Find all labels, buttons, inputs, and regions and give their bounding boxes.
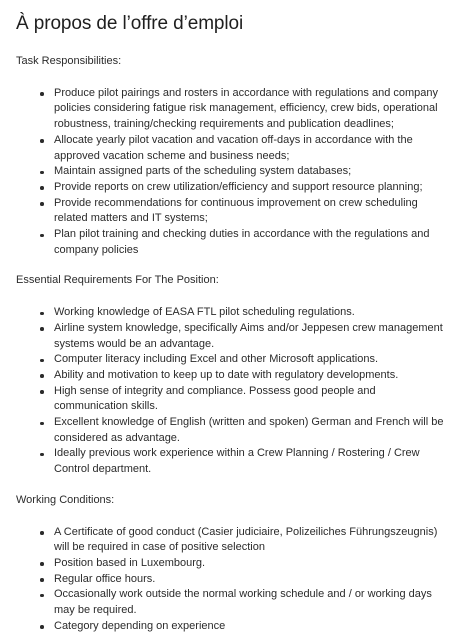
list-item: Position based in Luxembourg. xyxy=(38,556,445,572)
bullet-list xyxy=(16,525,445,635)
list-item: Provide recommendations for continuous improvement on crew scheduling related matters and IT systems; xyxy=(38,196,445,227)
section-heading: Essential Requirements For The Position: xyxy=(16,274,219,287)
list-item: Occasionally work outside the normal working schedule and / or working days may be required. xyxy=(38,587,445,618)
list-item: Category depending on experience xyxy=(38,619,445,635)
list-item: Provide reports on crew utilization/efficiency and support resource planning; xyxy=(38,180,445,196)
bullet-list xyxy=(16,86,445,259)
list-item: A Certificate of good conduct (Casier judiciaire, Polizeiliches Führungszeugnis) will be required in case of positive selection xyxy=(38,525,445,556)
section-task-responsibilities xyxy=(16,54,445,258)
section-working-conditions xyxy=(16,493,445,635)
list-item: Computer literacy including Excel and other Microsoft applications. xyxy=(38,352,445,368)
list-item: Ideally previous work experience within a Crew Planning / Rostering / Crew Control department. xyxy=(38,446,445,477)
list-item: Maintain assigned parts of the scheduling system databases; xyxy=(38,164,445,180)
section-heading: Task Responsibilities: xyxy=(16,55,122,67)
list-item: Working knowledge of EASA FTL pilot scheduling regulations. xyxy=(38,305,445,321)
list-item: Plan pilot training and checking duties in accordance with the regulations and company policies xyxy=(38,227,445,258)
bullet-list xyxy=(16,305,445,478)
list-item: Regular office hours. xyxy=(38,572,445,588)
section-essential-requirements xyxy=(16,273,445,477)
list-item: Allocate yearly pilot vacation and vacation off-days in accordance with the approved vacation scheme and business needs; xyxy=(38,133,445,164)
list-item: Produce pilot pairings and rosters in accordance with regulations and company policies considering fatigue risk management, efficiency, crew bids, operational robustness, training/checking requirements and publication deadlines; xyxy=(38,86,445,133)
list-item: Airline system knowledge, specifically Aims and/or Jeppesen crew management systems would be an advantage. xyxy=(38,321,445,352)
list-item: Ability and motivation to keep up to date with regulatory developments. xyxy=(38,368,445,384)
list-item: High sense of integrity and compliance. Possess good people and communication skills. xyxy=(38,384,445,415)
section-heading: Working Conditions: xyxy=(16,493,115,506)
page-title: À propos de l’offre d’emploi xyxy=(16,13,244,34)
list-item: Excellent knowledge of English (written and spoken) German and French will be considered as advantage. xyxy=(38,415,445,446)
